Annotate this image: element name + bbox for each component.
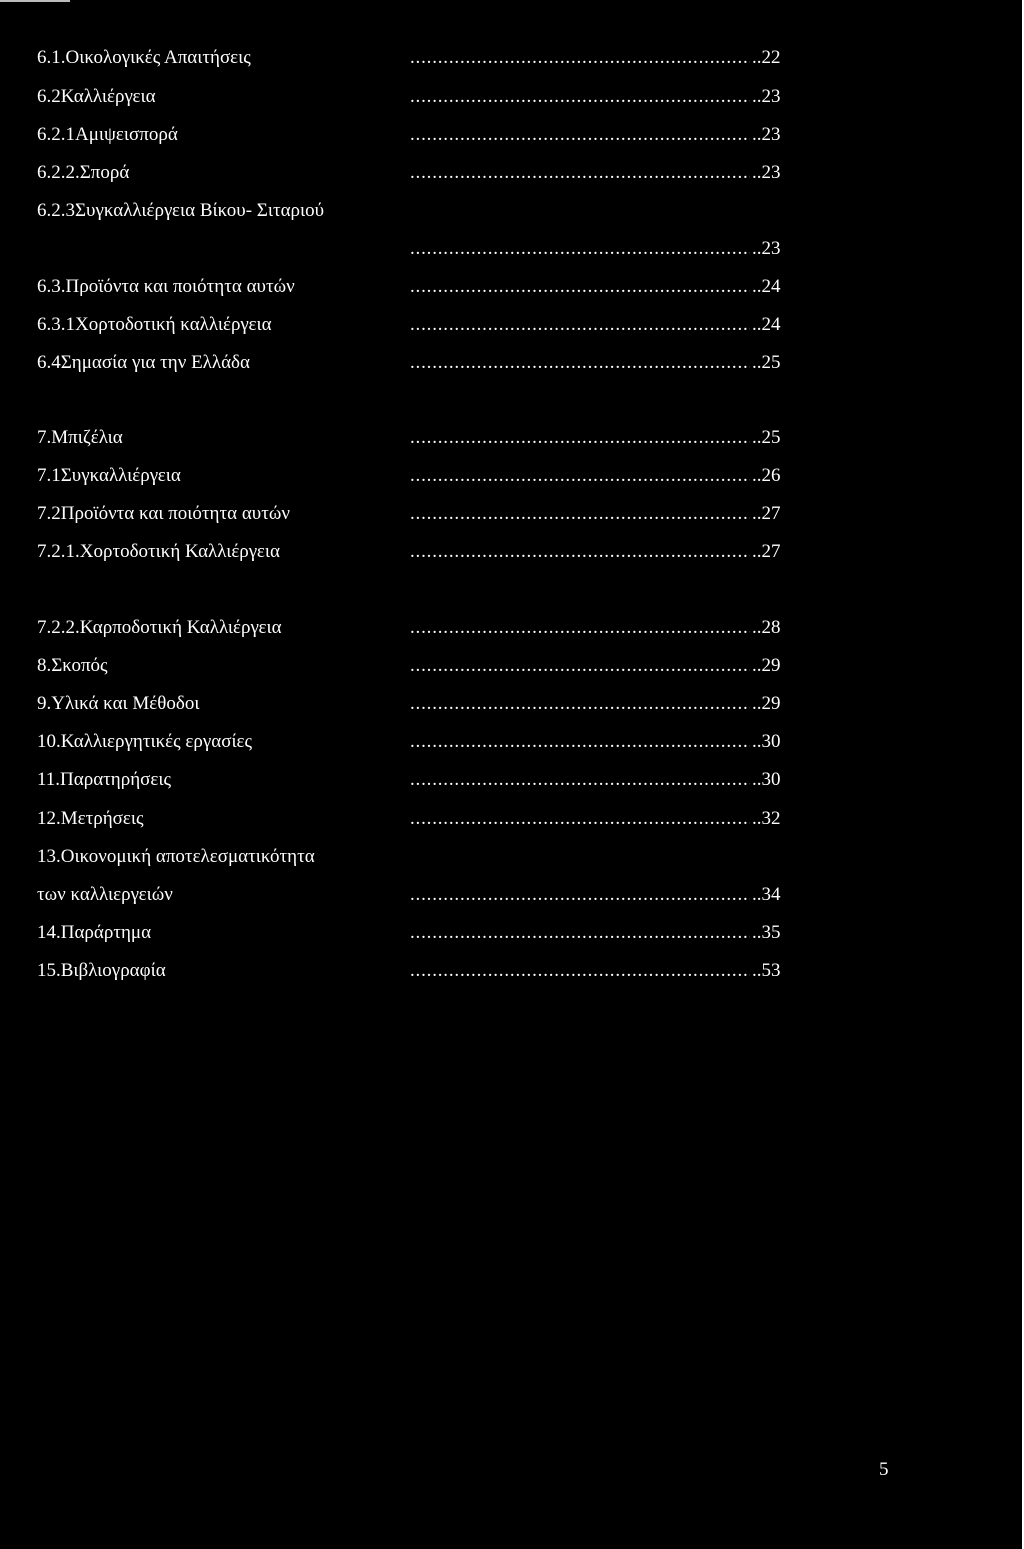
toc-entry-6-2-3-page: ..23 — [752, 238, 781, 259]
toc-entry-10-leader — [410, 731, 750, 753]
toc-entry-8-title: 8.Σκοπός — [37, 655, 108, 676]
toc-entry-7-2-1-leader — [410, 541, 750, 563]
toc-entry-7-1-page: ..26 — [752, 465, 781, 486]
toc-entry-7-leader — [410, 427, 750, 449]
toc-entry-6-2-1-page: ..23 — [752, 124, 781, 145]
toc-entry-6-3-page: ..24 — [752, 276, 781, 297]
toc-entry-14-leader — [410, 922, 750, 944]
toc-entry-6-1-title: 6.1.Οικολογικές Απαιτήσεις — [37, 47, 251, 68]
toc-entry-6-2-3-leader — [410, 238, 750, 260]
toc-entry-6-2-1-title: 6.2.1Αμιψεισπορά — [37, 124, 178, 145]
toc-entry-6-2-2-title: 6.2.2.Σπορά — [37, 162, 130, 183]
toc-entry-11-page: ..30 — [752, 769, 781, 790]
toc-entry-7-2-2-leader — [410, 617, 750, 639]
toc-entry-6-2-2-leader — [410, 162, 750, 184]
toc-entry-15-page: ..53 — [752, 960, 781, 981]
toc-entry-7-2-title: 7.2Προϊόντα και ποιότητα αυτών — [37, 503, 290, 524]
toc-entry-9-page: ..29 — [752, 693, 781, 714]
toc-entry-9-leader — [410, 693, 750, 715]
toc-entry-7-1-title: 7.1Συγκαλλιέργεια — [37, 465, 181, 486]
toc-entry-6-3-1-leader — [410, 314, 750, 336]
toc-entry-14-title: 14.Παράρτημα — [37, 922, 152, 943]
toc-entry-6-4-page: ..25 — [752, 352, 781, 373]
toc-entry-7-2-2-page: ..28 — [752, 617, 781, 638]
toc-entry-7-1-leader — [410, 465, 750, 487]
toc-entry-12-page: ..32 — [752, 808, 781, 829]
toc-entry-12-title: 12.Μετρήσεις — [37, 808, 144, 829]
toc-entry-10-title: 10.Καλλιεργητικές εργασίες — [37, 731, 253, 752]
toc-entry-11-title: 11.Παρατηρήσεις — [37, 769, 172, 790]
toc-entry-6-1-page: ..22 — [752, 47, 781, 68]
top-edge-line — [0, 0, 70, 2]
toc-entry-15-title: 15.Βιβλιογραφία — [37, 960, 166, 981]
toc-entry-9-title: 9.Υλικά και Μέθοδοι — [37, 693, 200, 714]
toc-entry-10-page: ..30 — [752, 731, 781, 752]
toc-entry-7-2-leader — [410, 503, 750, 525]
toc-entry-6-4-title: 6.4Σημασία για την Ελλάδα — [37, 352, 250, 373]
toc-entry-15-leader — [410, 960, 750, 982]
toc-entry-6-3-leader — [410, 276, 750, 298]
toc-entry-7-title: 7.Μπιζέλια — [37, 427, 123, 448]
toc-entry-6-1-leader — [410, 47, 750, 69]
toc-entry-6-2-2-page: ..23 — [752, 162, 781, 183]
toc-entry-7-page: ..25 — [752, 427, 781, 448]
toc-entry-7-2-1-title: 7.2.1.Χορτοδοτική Καλλιέργεια — [37, 541, 280, 562]
toc-entry-6-4-leader — [410, 352, 750, 374]
toc-entry-6-2-title: 6.2Καλλιέργεια — [37, 86, 156, 107]
toc-entry-8-page: ..29 — [752, 655, 781, 676]
toc-entry-13-title: 13.Οικονομική αποτελεσματικότητα — [37, 846, 315, 867]
toc-entry-6-3-1-title: 6.3.1Χορτοδοτική καλλιέργεια — [37, 314, 272, 335]
toc-entry-6-3-1-page: ..24 — [752, 314, 781, 335]
toc-entry-11-leader — [410, 769, 750, 791]
toc-entry-13-page: ..34 — [752, 884, 781, 905]
toc-entry-6-3-title: 6.3.Προϊόντα και ποιότητα αυτών — [37, 276, 295, 297]
toc-entry-7-2-page: ..27 — [752, 503, 781, 524]
toc-entry-8-leader — [410, 655, 750, 677]
toc-entry-6-2-leader — [410, 86, 750, 108]
toc-entry-6-2-3-title: 6.2.3Συγκαλλιέργεια Βίκου- Σιταριού — [37, 200, 325, 221]
toc-entry-13-leader — [410, 884, 750, 906]
toc-entry-14-page: ..35 — [752, 922, 781, 943]
toc-entry-6-2-1-leader — [410, 124, 750, 146]
page-number: 5 — [879, 1459, 889, 1480]
toc-entry-7-2-2-title: 7.2.2.Καρποδοτική Καλλιέργεια — [37, 617, 282, 638]
toc-entry-7-2-1-page: ..27 — [752, 541, 781, 562]
toc-entry-12-leader — [410, 808, 750, 830]
toc-entry-13-title-continuation: των καλλιεργειών — [37, 884, 173, 905]
toc-entry-6-2-page: ..23 — [752, 86, 781, 107]
